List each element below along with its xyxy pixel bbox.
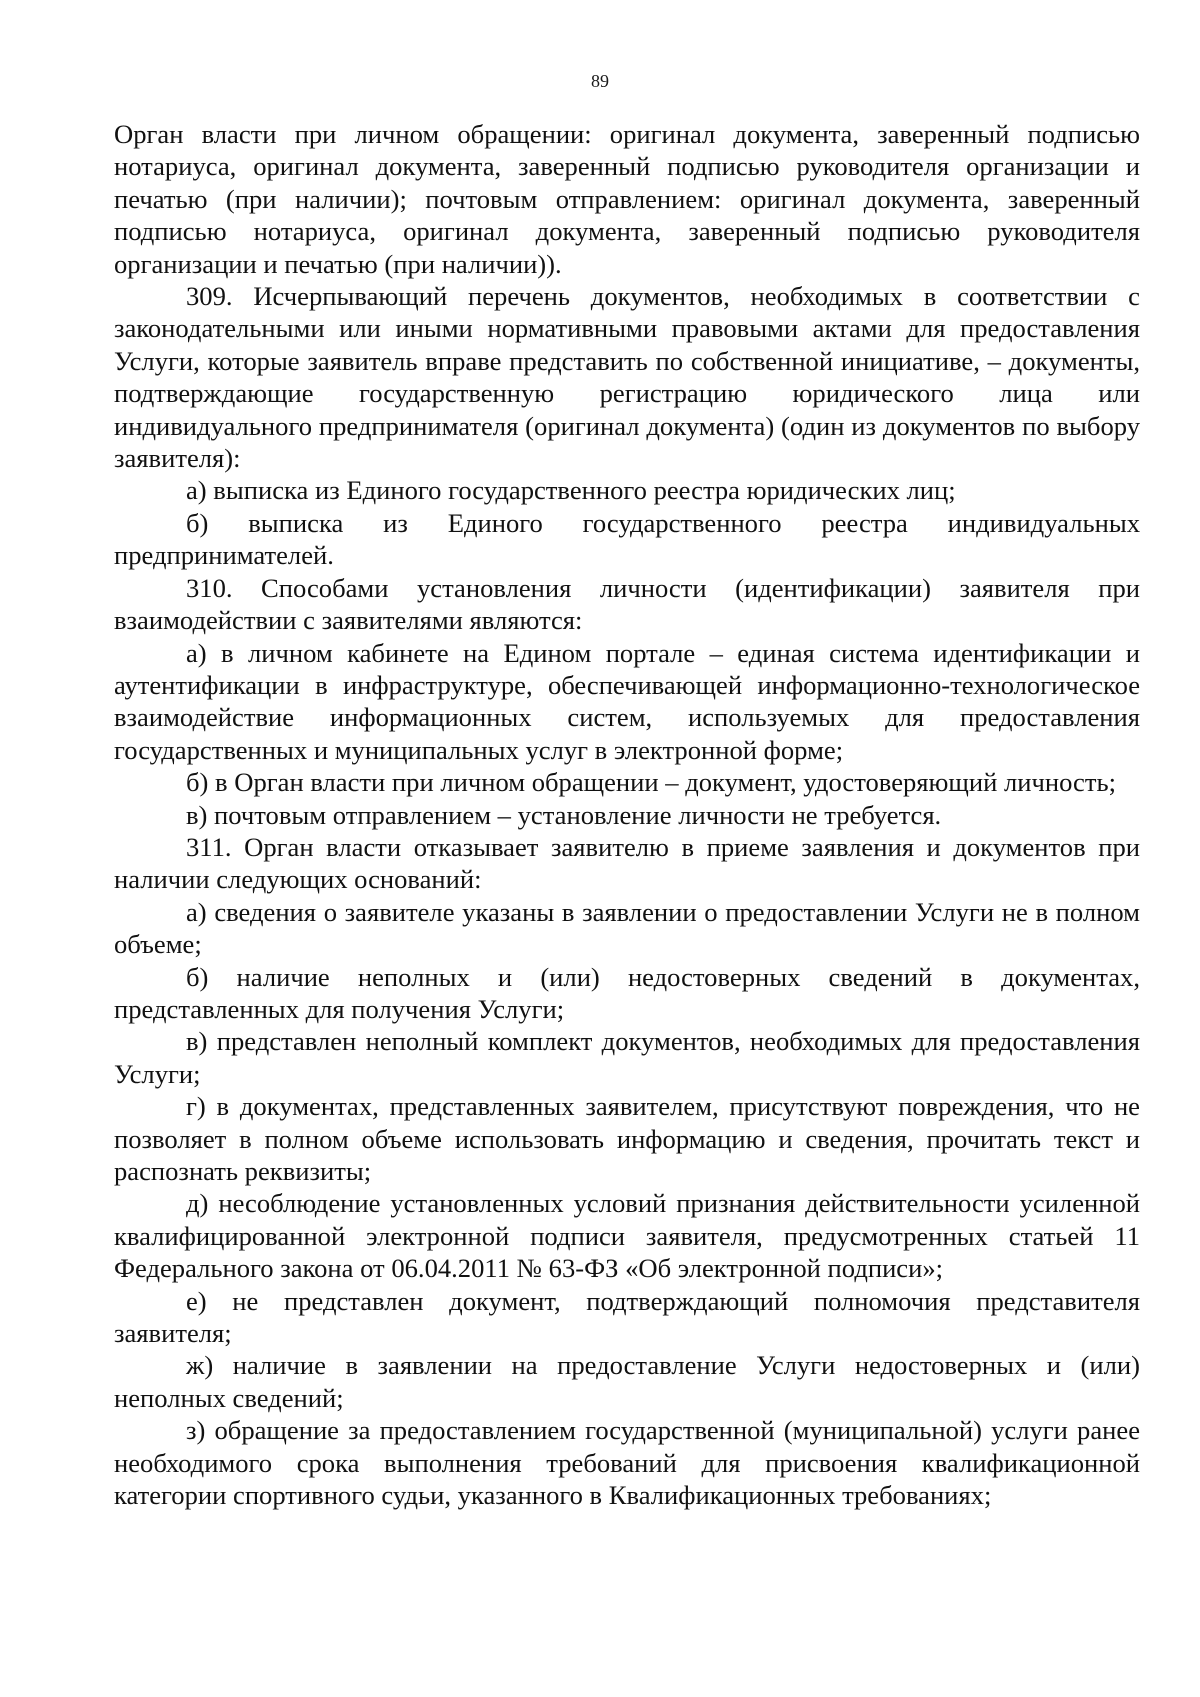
- paragraph-311-item-e: е) не представлен документ, подтверждающий полномочия представителя заявителя;: [114, 1285, 1140, 1349]
- paragraph-311-item-a: а) сведения о заявителе указаны в заявлении о предоставлении Услуги не в полном объеме;: [114, 896, 1140, 960]
- paragraph-311-item-z: з) обращение за предоставлением государственной (муниципальной) услуги ранее необходимого срока выполнения требований для присвоения квалификационной категории спортивного судьи, указанного в Квалификационных требованиях;: [114, 1415, 1140, 1511]
- page-number: 89: [591, 71, 609, 91]
- paragraph-310-item-a: а) в личном кабинете на Едином портале – единая система идентификации и аутентификации в инфраструктуре, обеспечивающей информационно-технологическое взаимодействие информационных систем, используемых для предоставления государственных и муниципальных услуг в электронной форме;: [114, 637, 1140, 765]
- paragraph-309-item-a: а) выписка из Единого государственного реестра юридических лиц;: [186, 475, 956, 506]
- paragraph-311-item-g: г) в документах, представленных заявителем, присутствуют повреждения, что не позволяет в полном объеме использовать информацию и сведения, прочитать текст и распознать реквизиты;: [114, 1091, 1140, 1186]
- paragraph-310-item-v: в) почтовым отправлением – установление личности не требуется.: [186, 799, 942, 830]
- paragraph-311-item-d: д) несоблюдение установленных условий признания действительности усиленной квалифицированной электронной подписи заявителя, предусмотренных статьей 11 Федерального закона от 06.04.2011 № 63-ФЗ «Об электронной подписи»;: [114, 1188, 1140, 1284]
- paragraph-311-item-v: в) представлен неполный комплект документов, необходимых для предоставления Услуги;: [114, 1026, 1140, 1089]
- document-body: [114, 118, 1140, 1511]
- paragraph-311-item-zh: ж) наличие в заявлении на предоставление Услуги недостоверных и (или) неполных сведений;: [114, 1350, 1140, 1413]
- paragraph-continuation: Орган власти при личном обращении: оригинал документа, заверенный подписью нотариуса, оригинал документа, заверенный подписью руководителя организации и печатью (при наличии); почтовым отправлением: оригинал документа, заверенный подписью нотариуса, оригинал документа, заверенный подписью руководителя организации и печатью (при наличии)).: [114, 119, 1140, 279]
- paragraph-310: 310. Способами установления личности (идентификации) заявителя при взаимодействии с заявителями являются:: [114, 572, 1140, 636]
- paragraph-309-item-b: б) выписка из Единого государственного реестра индивидуальных предпринимателей.: [114, 507, 1140, 571]
- paragraph-311-item-b: б) наличие неполных и (или) недостоверных сведений в документах, представленных для получения Услуги;: [114, 961, 1140, 1024]
- paragraph-311: 311. Орган власти отказывает заявителю в приеме заявления и документов при наличии следующих оснований:: [114, 831, 1140, 895]
- paragraph-309: 309. Исчерпывающий перечень документов, необходимых в соответствии с законодательными или иными нормативными правовыми актами для предоставления Услуги, которые заявитель вправе представить по собственной инициативе, – документы, подтверждающие государственную регистрацию юридического лица или индивидуального предпринимателя (оригинал документа) (один из документов по выбору заявителя):: [114, 281, 1140, 474]
- paragraph-310-item-b: б) в Орган власти при личном обращении – документ, удостоверяющий личность;: [186, 767, 1116, 798]
